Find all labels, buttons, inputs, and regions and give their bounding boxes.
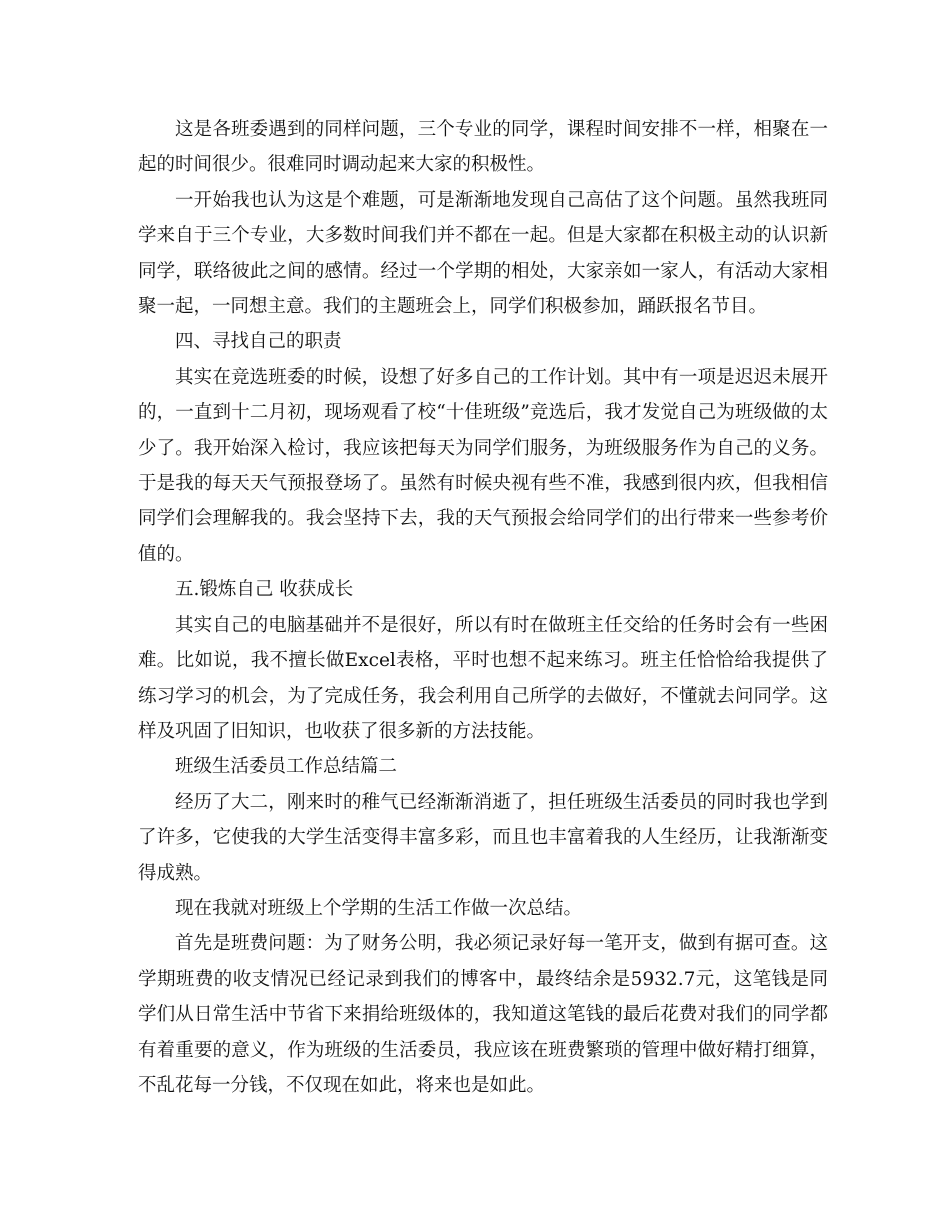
paragraph-summary-intro: 现在我就对班级上个学期的生活工作做一次总结。 bbox=[175, 897, 583, 919]
paragraph-sophomore-experience: 经历了大二，刚来时的稚气已经渐渐消逝了，担任班级生活委员的同时我也学到了许多，它使我的大学生活变得丰富多彩，而且也丰富着我的人生经历，让我渐渐变得成熟。 bbox=[138, 791, 828, 884]
section-heading-part-two: 班级生活委员工作总结篇二 bbox=[175, 756, 398, 778]
paragraph-computer-skills: 其实自己的电脑基础并不是很好，所以有时在做班主任交给的任务时会有一些困难。比如说，我不擅长做Excel表格，平时也想不起来练习。班主任恰恰给我提供了练习学习的机会，为了完成任务，我会利用自己所学的去做好，不懂就去问同学。这样及巩固了旧知识，也收获了很多新的方法技能。 bbox=[138, 614, 828, 742]
paragraph-weather-forecast: 其实在竞选班委的时候，设想了好多自己的工作计划。其中有一项是迟迟未展开的，一直到十二月初，现场观看了校“十佳班级”竞选后，我才发觉自己为班级做的太少了。我开始深入检讨，我应该把每天为同学们服务，为班级服务作为自己的义务。于是我的每天天气预报登场了。虽然有时候央视有些不准，我感到很内疚，但我相信同学们会理解我的。我会坚持下去，我的天气预报会给同学们的出行带来一些参考价值的。 bbox=[138, 366, 828, 565]
section-heading-growth: 五.锻炼自己 收获成长 bbox=[175, 579, 354, 601]
paragraph-class-fund: 首先是班费问题：为了财务公明，我必须记录好每一笔开支，做到有据可查。这学期班费的收支情况已经记录到我们的博客中，最终结余是5932.7元，这笔钱是同学们从日常生活中节省下来捐给班级体的，我知道这笔钱的最后花费对我们的同学都有着重要的意义，作为班级的生活委员，我应该在班费繁琐的管理中做好精打细算，不乱花每一分钱，不仅现在如此，将来也是如此。 bbox=[138, 933, 828, 1096]
section-heading-responsibility: 四、寻找自己的职责 bbox=[175, 331, 342, 353]
document-body bbox=[138, 112, 828, 1103]
paragraph-class-committee-problem: 这是各班委遇到的同样问题，三个专业的同学，课程时间安排不一样，相聚在一起的时间很少。很难同时调动起来大家的积极性。 bbox=[138, 119, 828, 176]
paragraph-overcoming-difficulty: 一开始我也认为这是个难题，可是渐渐地发现自己高估了这个问题。虽然我班同学来自于三个专业，大多数时间我们并不都在一起。但是大家都在积极主动的认识新同学，联络彼此之间的感情。经过一个学期的相处，大家亲如一家人，有活动大家相聚一起，一同想主意。我们的主题班会上，同学们积极参加，踊跃报名节目。 bbox=[138, 189, 828, 318]
